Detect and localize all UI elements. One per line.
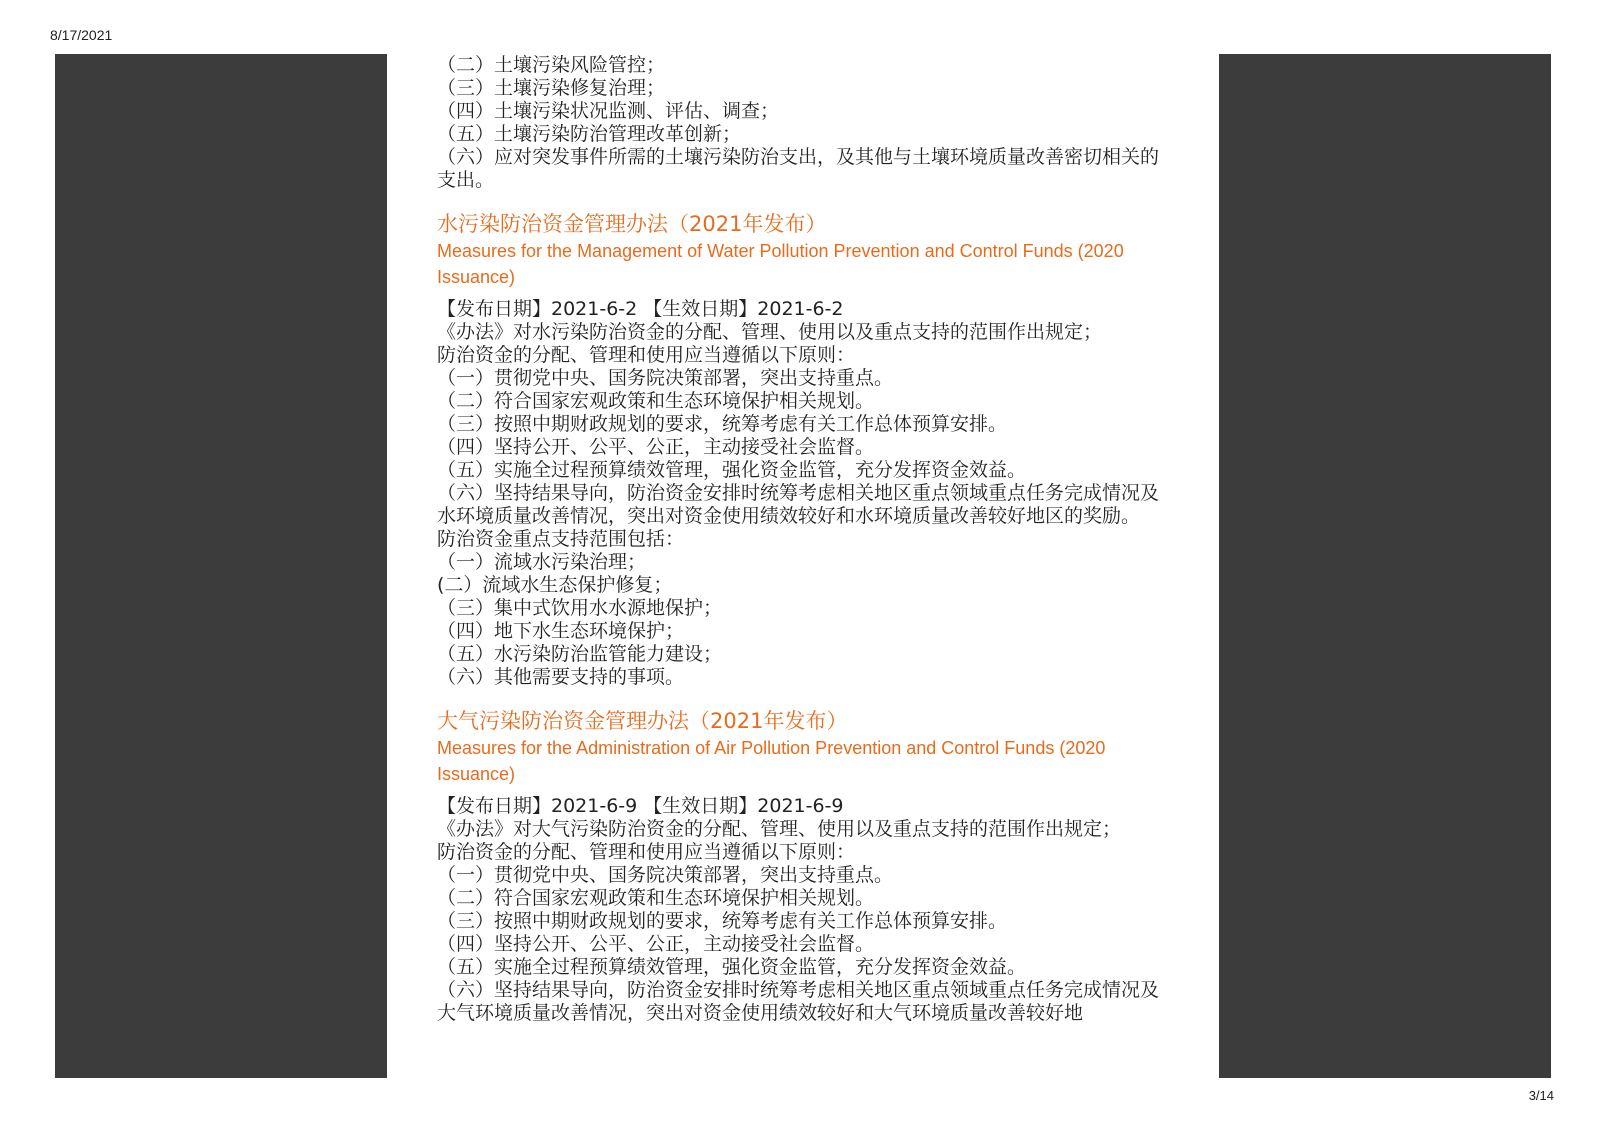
list-item: （六）其他需要支持的事项。: [437, 666, 685, 688]
section-dates: 【发布日期】2021-6-9 【生效日期】2021-6-9: [437, 795, 844, 817]
print-date: 8/17/2021: [50, 27, 113, 43]
list-item: （六）坚持结果导向，防治资金安排时统筹考虑相关地区重点领域重点任务完成情况及大气环境质量改善情况，突出对资金使用绩效较好和大气环境质量改善较好地: [437, 979, 1160, 1024]
list-item: （三）按照中期财政规划的要求，统筹考虑有关工作总体预算安排。: [437, 413, 1008, 435]
section-title-en: Measures for the Administration of Air Pollution Prevention and Control Funds (2020 Issuance): [437, 738, 1106, 784]
list-item: （四）土壤污染状况监测、评估、调查；: [437, 100, 780, 122]
section-title-zh: 水污染防治资金管理办法（2021年发布）: [437, 212, 827, 236]
list-item: （三）按照中期财政规划的要求，统筹考虑有关工作总体预算安排。: [437, 910, 1008, 932]
text-line: 防治资金的分配、管理和使用应当遵循以下原则：: [437, 344, 856, 366]
list-item: （五）水污染防治监管能力建设；: [437, 643, 723, 665]
left-gray-panel: [55, 54, 387, 1078]
section-air: [437, 707, 1177, 1025]
text-line: 《办法》对水污染防治资金的分配、管理、使用以及重点支持的范围作出规定；: [437, 321, 1103, 343]
list-item: （二）符合国家宏观政策和生态环境保护相关规划。: [437, 390, 875, 412]
page-number: 3/14: [1528, 1088, 1554, 1103]
list-item: （六）应对突发事件所需的土壤污染防治支出，及其他与土壤环境质量改善密切相关的支出。: [437, 146, 1160, 191]
list-item: (二）流域水生态保护修复；: [437, 574, 673, 596]
right-gray-panel: [1219, 54, 1551, 1078]
text-line: 防治资金的分配、管理和使用应当遵循以下原则：: [437, 841, 856, 863]
document-content: [437, 54, 1177, 1078]
section-dates: 【发布日期】2021-6-2 【生效日期】2021-6-2: [437, 298, 844, 320]
list-item: （四）地下水生态环境保护；: [437, 620, 685, 642]
list-item: （二）符合国家宏观政策和生态环境保护相关规划。: [437, 887, 875, 909]
list-item: （四）坚持公开、公平、公正，主动接受社会监督。: [437, 436, 875, 458]
list-item: （一）贯彻党中央、国务院决策部署，突出支持重点。: [437, 864, 894, 886]
section-title-zh: 大气污染防治资金管理办法（2021年发布）: [437, 709, 848, 733]
list-item: （二）土壤污染风险管控；: [437, 54, 666, 76]
list-item: （一）贯彻党中央、国务院决策部署，突出支持重点。: [437, 367, 894, 389]
list-item: （五）实施全过程预算绩效管理，强化资金监管，充分发挥资金效益。: [437, 956, 1027, 978]
text-line: 防治资金重点支持范围包括：: [437, 528, 685, 550]
intro-list: [437, 54, 1177, 192]
text-line: 《办法》对大气污染防治资金的分配、管理、使用以及重点支持的范围作出规定；: [437, 818, 1122, 840]
list-item: （三）土壤污染修复治理；: [437, 77, 666, 99]
list-item: （五）土壤污染防治管理改革创新；: [437, 123, 742, 145]
list-item: （四）坚持公开、公平、公正，主动接受社会监督。: [437, 933, 875, 955]
list-item: （一）流域水污染治理；: [437, 551, 647, 573]
list-item: （三）集中式饮用水水源地保护；: [437, 597, 723, 619]
section-title-en: Measures for the Management of Water Pollution Prevention and Control Funds (2020 Issuance): [437, 241, 1124, 287]
section-water: [437, 210, 1177, 689]
list-item: （六）坚持结果导向，防治资金安排时统筹考虑相关地区重点领域重点任务完成情况及水环境质量改善情况，突出对资金使用绩效较好和水环境质量改善较好地区的奖励。: [437, 482, 1160, 527]
list-item: （五）实施全过程预算绩效管理，强化资金监管，充分发挥资金效益。: [437, 459, 1027, 481]
